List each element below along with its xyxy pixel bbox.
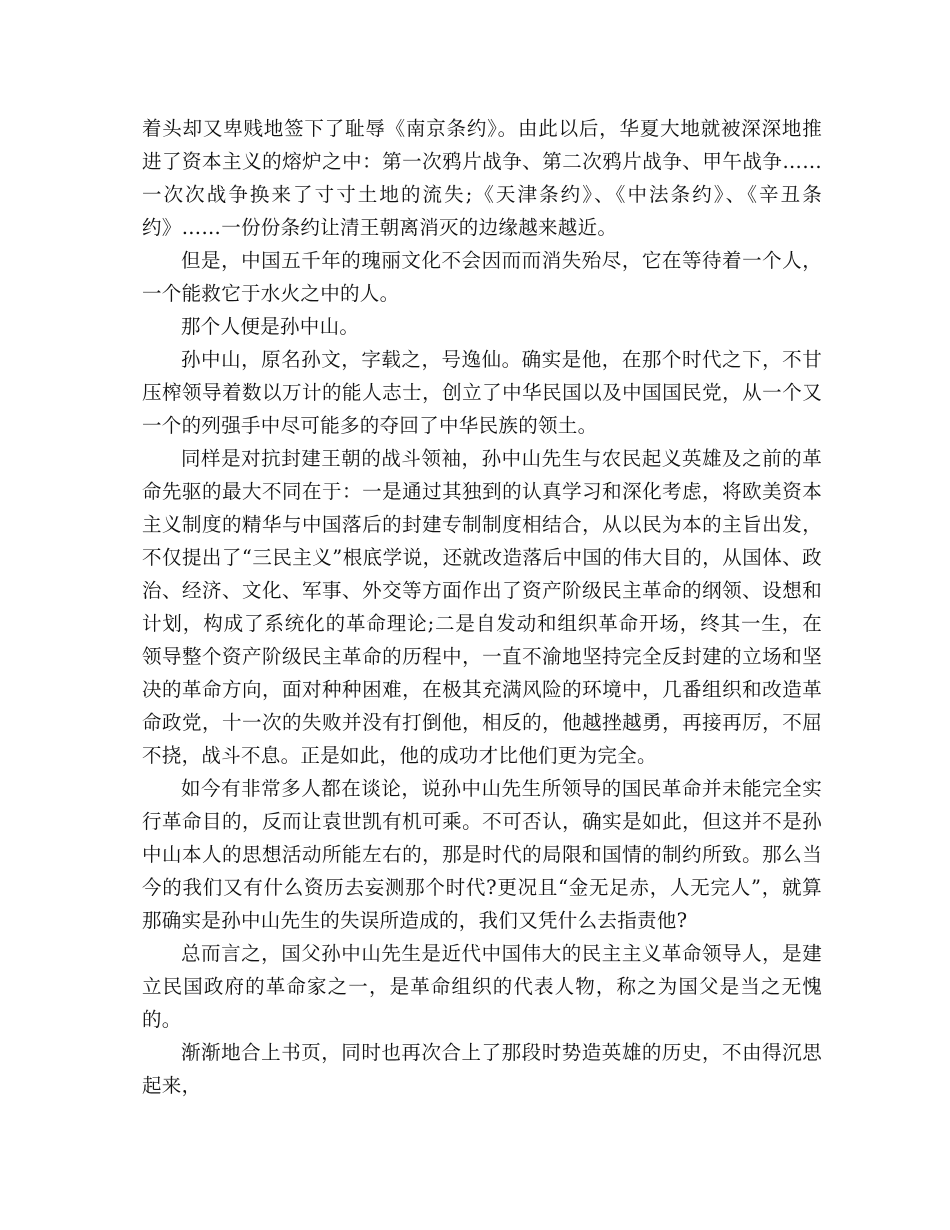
paragraph: 同样是对抗封建王朝的战斗领袖，孙中山先生与农民起义英雄及之前的革命先驱的最大不同在于：一是通过其独到的认真学习和深化考虑，将欧美资本主义制度的精华与中国落后的封建专制制度相结合，从以民为本的主旨出发，不仅提出了“三民主义”根底学说，还就改造落后中国的伟大目的，从国体、政治、经济、文化、军事、外交等方面作出了资产阶级民主革命的纲领、设想和计划，构成了系统化的革命理论;二是自发动和组织革命开场，终其一生，在领导整个资产阶级民主革命的历程中，一直不渝地坚持完全反封建的立场和坚决的革命方向，面对种种困难，在极其充满风险的环境中，几番组织和改造革命政党，十一次的失败并没有打倒他，相反的，他越挫越勇，再接再厉，不屈不挠，战斗不息。正是如此，他的成功才比他们更为完全。 [142,447,822,767]
paragraph: 如今有非常多人都在谈论，说孙中山先生所领导的国民革命并未能完全实行革命目的，反而让袁世凯有机可乘。不可否认，确实是如此，但这并不是孙中山本人的思想活动所能左右的，那是时代的局限和国情的制约所致。那么当今的我们又有什么资历去妄测那个时代?更况且“金无足赤，人无完人”，就算那确实是孙中山先生的失误所造成的，我们又凭什么去指责他? [142,777,822,932]
paragraph: 但是，中国五千年的瑰丽文化不会因而而消失殆尽，它在等待着一个人，一个能救它于水火之中的人。 [142,249,822,305]
paragraph: 渐渐地合上书页，同时也再次合上了那段时势造英雄的历史，不由得沉思起来， [142,1041,822,1097]
paragraph: 着头却又卑贱地签下了耻辱《南京条约》。由此以后，华夏大地就被深深地推进了资本主义的熔炉之中：第一次鸦片战争、第二次鸦片战争、甲午战争……一次次战争换来了寸寸土地的流失;《天津条约》、《中法条约》、《辛丑条约》……一份份条约让清王朝离消灭的边缘越来越近。 [142,117,822,239]
paragraph: 那个人便是孙中山。 [181,315,360,338]
paragraph: 孙中山，原名孙文，字载之，号逸仙。确实是他，在那个时代之下，不甘压榨领导着数以万计的能人志士，创立了中华民国以及中国国民党，从一个又一个的列强手中尽可能多的夺回了中华民族的领土。 [142,348,822,437]
document-body [142,112,822,1102]
paragraph: 总而言之，国父孙中山先生是近代中国伟大的民主主义革命领导人，是建立民国政府的革命家之一，是革命组织的代表人物，称之为国父是当之无愧的。 [142,942,822,1031]
